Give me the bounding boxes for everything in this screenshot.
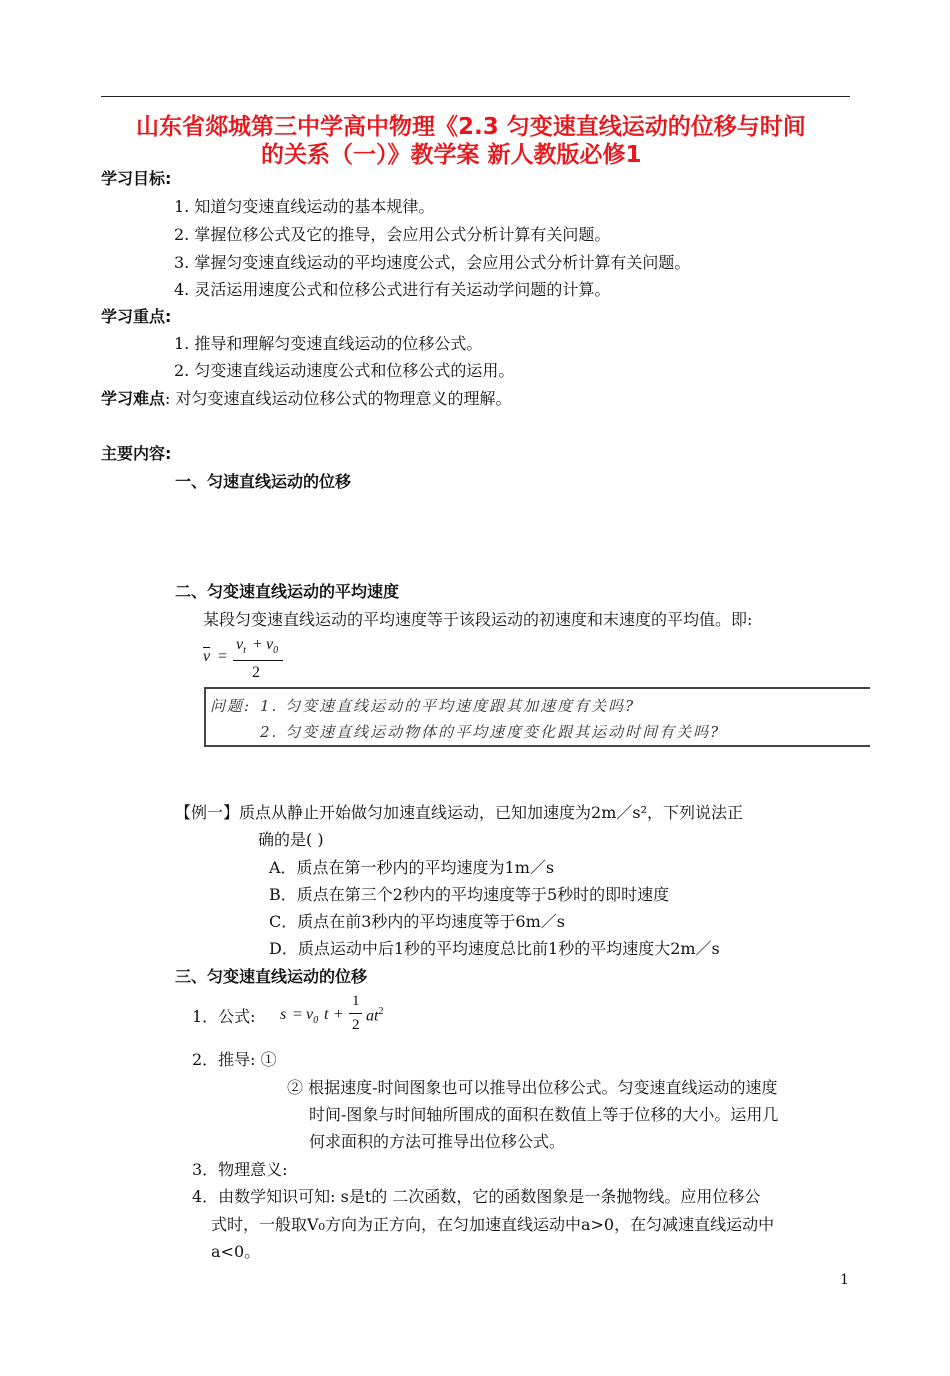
formula-label: 1．公式: (192, 1007, 256, 1026)
derive-2-line-2: 时间-图象与时间轴所围成的面积在数值上等于位移的大小。运用几 (309, 1105, 779, 1124)
formula-v-bar: $\overline{v}$ (203, 648, 211, 665)
title-line-2: 的关系（一）》教学案 新人教版必修1 (261, 142, 642, 168)
key-point-item-2: 2. 匀变速直线运动速度公式和位移公式的运用。 (174, 361, 515, 380)
formula-denominator: 2 (252, 664, 260, 681)
disp-half-num: 1 (352, 993, 360, 1009)
example-option-c: C．质点在前3秒内的平均速度等于6m／s (269, 912, 565, 931)
derive-label: 2．推导: ① (192, 1050, 277, 1069)
derive-2-line-1: ② 根据速度-时间图象也可以推导出位移公式。匀变速直线运动的速度 (287, 1078, 778, 1097)
point4-line-3: a<0。 (211, 1242, 261, 1261)
example-option-b: B．质点在第三个2秒内的平均速度等于5秒时的即时速度 (269, 885, 670, 904)
difficulty-line (101, 386, 512, 409)
objectives-heading: 学习目标: (101, 169, 172, 188)
example-option-a: A．质点在第一秒内的平均速度为1m／s (269, 858, 555, 877)
difficulty-text: : 对匀变速直线运动位移公式的物理意义的理解。 (165, 389, 512, 408)
example-label: 【例一】 (175, 803, 240, 822)
formula-fraction-bar (233, 660, 283, 661)
example-option-d: D．质点运动中后1秒的平均速度总比前1秒的平均速度大2m／s (269, 939, 720, 958)
section2-text: 某段匀变速直线运动的平均速度等于该段运动的初速度和末速度的平均值。即: (203, 610, 753, 629)
disp-fraction-bar (349, 1013, 362, 1014)
page-number: 1 (840, 1272, 849, 1288)
section1-heading: 一、匀速直线运动的位移 (175, 472, 352, 491)
formula-vt: $v_t$ (236, 636, 246, 657)
section2-heading: 二、匀变速直线运动的平均速度 (175, 582, 400, 601)
difficulty-heading: 学习难点 (101, 389, 166, 408)
question-2: 2. 匀变速直线运动物体的平均速度变化跟其运动时间有关吗? (260, 723, 721, 741)
question-box (204, 687, 870, 747)
question-1: 1. 匀变速直线运动的平均速度跟其加速度有关吗? (260, 697, 636, 715)
disp-plus: + (334, 1006, 344, 1023)
main-heading: 主要内容: (101, 444, 172, 463)
point4-line-1: 4．由数学知识可知: s是t的 二次函数，它的函数图象是一条抛物线。应用位移公 (192, 1187, 761, 1206)
formula-v0: $v_0$ (266, 636, 279, 657)
formula-equals: = (218, 648, 228, 665)
title-line-1: 山东省郯城第三中学高中物理《2.3 匀变速直线运动的位移与时间 (136, 114, 806, 140)
objective-item-2: 2. 掌握位移公式及它的推导，会应用公式分析计算有关问题。 (174, 225, 611, 244)
example-stem-line-1: 【例一】质点从静止开始做匀加速直线运动，已知加速度为2m／s²，下列说法正 (175, 803, 743, 822)
question-label: 问题: (210, 697, 252, 715)
point4-line-2: 式时，一般取V₀方向为正方向，在匀加速直线运动中a>0，在匀减速直线运动中 (211, 1215, 775, 1234)
key-point-item-1: 1. 推导和理解匀变速直线运动的位移公式。 (174, 334, 483, 353)
disp-equals: = (293, 1006, 303, 1023)
disp-v0: $v_0$ (306, 1006, 319, 1027)
objective-item-3: 3. 掌握匀变速直线运动的平均速度公式，会应用公式分析计算有关问题。 (174, 253, 691, 272)
disp-half-den: 2 (352, 1017, 360, 1033)
derive-2-line-3: 何求面积的方法可推导出位移公式。 (309, 1132, 566, 1151)
example-stem-line-2: 确的是( ) (258, 830, 324, 849)
disp-t: t (324, 1006, 329, 1023)
header-rule (101, 96, 850, 97)
objective-item-4: 4. 灵活运用速度公式和位移公式进行有关运动学问题的计算。 (174, 280, 611, 299)
formula-plus: + (253, 636, 263, 653)
key-points-heading: 学习重点: (101, 307, 172, 326)
disp-s: s (280, 1006, 287, 1023)
meaning-label: 3．物理意义: (192, 1160, 288, 1179)
objective-item-1: 1. 知道匀变速直线运动的基本规律。 (174, 197, 435, 216)
disp-at: $at^2$ (366, 1006, 384, 1025)
section3-heading: 三、匀变速直线运动的位移 (175, 967, 368, 986)
